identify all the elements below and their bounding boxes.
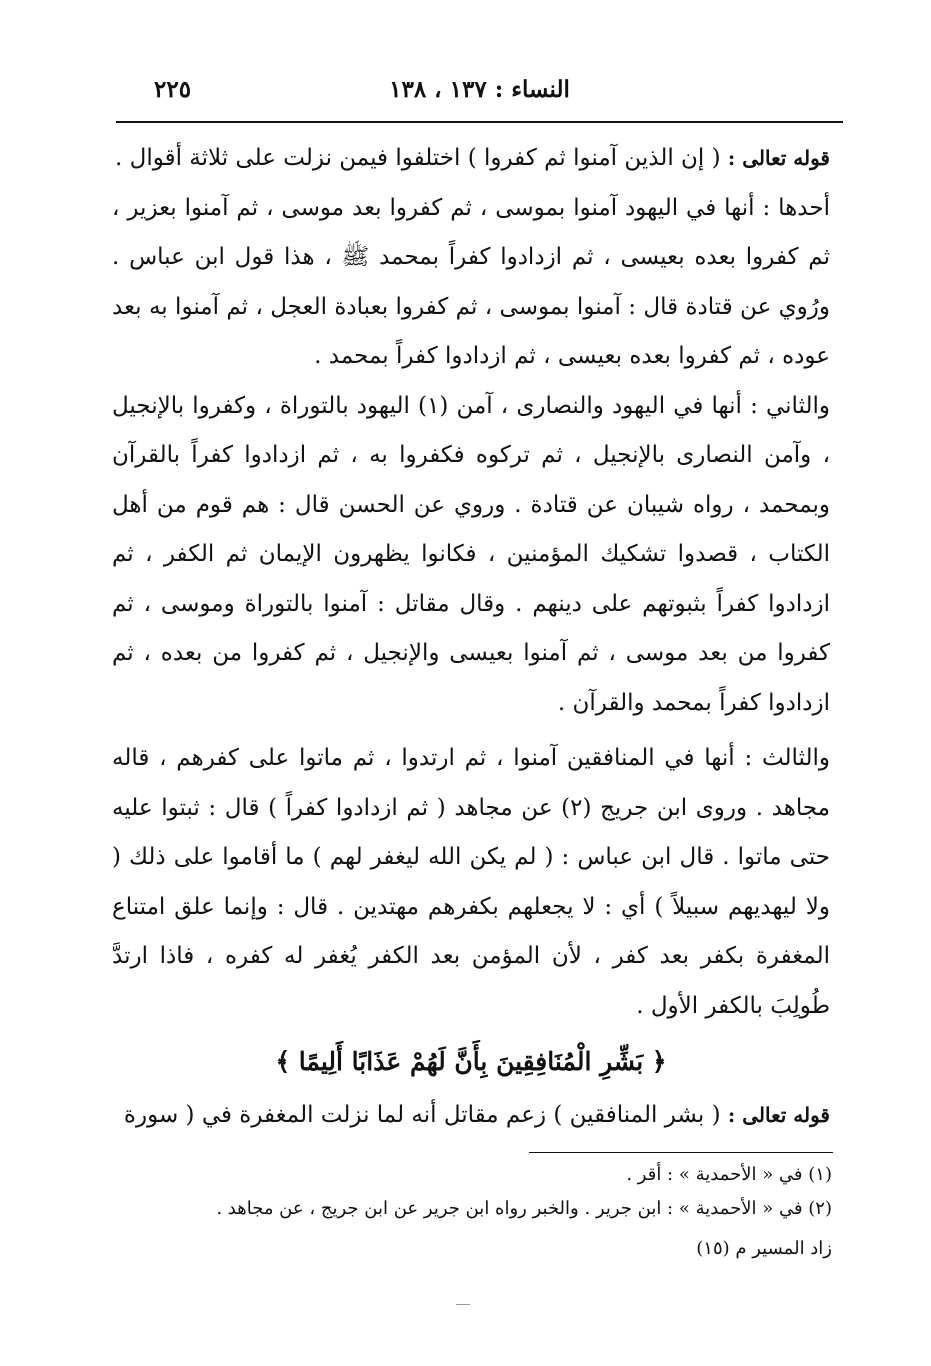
lead-phrase: قوله تعالى : [727, 1102, 830, 1127]
signature-mark: زاد المسير م (١٥) [696, 1238, 832, 1259]
paragraph-text: ( بشر المنافقين ) زعم مقاتل أنه لما نزلت المغفرة في ( سورة [123, 1101, 721, 1128]
paragraph-text: ( إن الذين آمنوا ثم كفروا ) اختلفوا فيمن نزلت على ثلاثة أقوال . [115, 145, 721, 171]
lead-phrase: قوله تعالى : [727, 146, 830, 170]
paragraph-third-view: والثالث : أنها في المنافقين آمنوا ، ثم ارتدوا ، ثم ماتوا على كفرهم ، قاله مجاهد . وروى ابن جريج (٢) عن مجاهد ( ثم ازدادوا كفراً ) قال : ثبتوا عليه حتى ماتوا . قال ابن عباس : ( لم يكن الله ليغفر لهم ) ما أقاموا على ذلك ( ولا ليهديهم سبيلاً ) أي : لا يجعلهم بكفرهم مهتدين . قال : وإنما علق امتناع المغفرة بكفر بعد كفر ، لأن المؤمن بعد الكفر يُغفر له كفره ، فاذا ارتدَّ طُولِبَ بالكفر الأول . [112, 745, 830, 1019]
running-title: النساء : ١٣٧ ، ١٣٨ [389, 76, 570, 103]
footnote-1: (١) في « الأحمدية » : أقر . [626, 1164, 832, 1185]
page-mark [456, 1304, 470, 1305]
paragraph-verse-137-intro [112, 134, 830, 184]
footnote-rule [529, 1152, 833, 1153]
main-text [112, 134, 830, 1140]
page-number: ٢٢٥ [154, 76, 192, 103]
quranic-verse: ﴿ بَشِّرِ الْمُنَافِقِينَ بِأَنَّ لَهُمْ عَذَابًا أَلِيمًا ﴾ [275, 1047, 667, 1076]
header-rule [116, 121, 843, 123]
paragraph-second-view: والثاني : أنها في اليهود والنصارى ، آمن (١) اليهود بالتوراة ، وكفروا بالإنجيل ، وآمن النصارى بالإنجيل ، ثم تركوه فكفروا به ، ثم ازدادوا كفراً بالقرآن وبمحمد ، رواه شيبان عن قتادة . وروي عن الحسن قال : هم قوم من أهل الكتاب ، قصدوا تشكيك المؤمنين ، فكانوا يظهرون الإيمان ثم الكفر ، ثم ازدادوا كفراً بثبوتهم على دينهم . وقال مقاتل : آمنوا بالتوراة وموسى ، ثم كفروا من بعد موسى ، ثم آمنوا بعيسى والإنجيل ، ثم كفروا من بعده ، ثم ازدادوا كفراً بمحمد والقرآن . [112, 392, 830, 716]
paragraph-verse-138-intro [112, 1091, 830, 1141]
page-header [116, 62, 843, 116]
paragraph-first-view: أحدها : أنها في اليهود آمنوا بموسى ، ثم كفروا بعد موسى ، ثم آمنوا بعزير ، ثم كفروا بعده بعيسى ، ثم ازدادوا كفراً بمحمد ﷺ ، هذا قول ابن عباس . ورُوي عن قتادة قال : آمنوا بموسى ، ثم كفروا بعبادة العجل ، ثم آمنوا به بعد عوده ، ثم كفروا بعده بعيسى ، ثم ازدادوا كفراً بمحمد . [112, 194, 830, 369]
footnote-2: (٢) في « الأحمدية » : ابن جرير . والخبر رواه ابن جرير عن ابن جريج ، عن مجاهد . [216, 1198, 832, 1219]
footnotes [112, 1158, 832, 1226]
